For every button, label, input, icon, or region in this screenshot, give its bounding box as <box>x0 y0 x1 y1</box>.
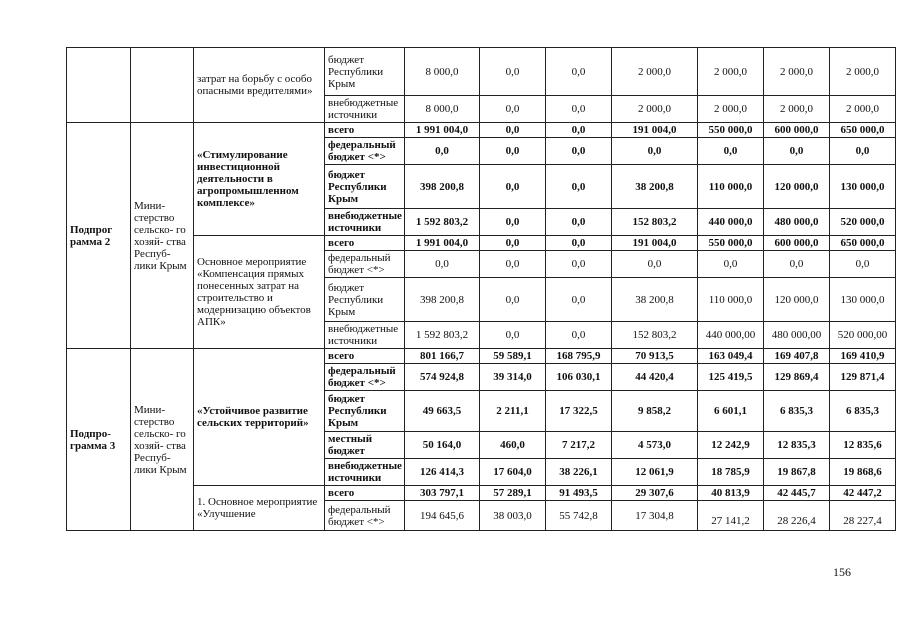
value-cell: 55 742,8 <box>546 501 612 531</box>
value-cell: 0,0 <box>546 236 612 251</box>
value-cell: 0,0 <box>764 138 830 165</box>
value-cell: 0,0 <box>480 322 546 349</box>
responsible-cell <box>131 48 194 123</box>
value-cell: 0,0 <box>546 278 612 322</box>
value-cell: 0,0 <box>480 138 546 165</box>
value-cell: 0,0 <box>480 251 546 278</box>
program-label-cell <box>67 48 131 123</box>
value-cell: 17 604,0 <box>480 459 546 486</box>
value-cell: 2 211,1 <box>480 391 546 432</box>
value-cell: 19 868,6 <box>830 459 896 486</box>
source-label: федеральный бюджет <*> <box>325 364 405 391</box>
value-cell: 1 991 004,0 <box>405 123 480 138</box>
value-cell: 520 000,0 <box>830 209 896 236</box>
source-label: местный бюджет <box>325 432 405 459</box>
value-cell: 0,0 <box>830 138 896 165</box>
source-label: внебюджетные источники <box>325 96 405 123</box>
value-cell: 0,0 <box>546 138 612 165</box>
source-label: бюджет Республики Крым <box>325 48 405 96</box>
value-cell: 17 322,5 <box>546 391 612 432</box>
value-cell: 0,0 <box>546 123 612 138</box>
value-cell: 801 166,7 <box>405 349 480 364</box>
value-cell: 0,0 <box>480 278 546 322</box>
value-cell: 0,0 <box>830 251 896 278</box>
value-cell: 0,0 <box>480 236 546 251</box>
value-cell: 12 242,9 <box>698 432 764 459</box>
value-cell: 57 289,1 <box>480 486 546 501</box>
value-cell: 110 000,0 <box>698 165 764 209</box>
value-cell: 398 200,8 <box>405 278 480 322</box>
value-cell: 59 589,1 <box>480 349 546 364</box>
source-label: внебюджетные источники <box>325 209 405 236</box>
value-cell: 106 030,1 <box>546 364 612 391</box>
source-label: бюджет Республики Крым <box>325 391 405 432</box>
value-cell: 6 835,3 <box>830 391 896 432</box>
value-cell: 18 785,9 <box>698 459 764 486</box>
responsible-org: Мини- стерство сельско- го хозяй- ства Респуб- лики Крым <box>131 349 194 531</box>
value-cell: 460,0 <box>480 432 546 459</box>
value-cell: 28 227,4 <box>830 501 896 531</box>
value-cell: 0,0 <box>546 209 612 236</box>
page-number: 156 <box>833 565 851 579</box>
value-cell: 163 049,4 <box>698 349 764 364</box>
value-cell: 12 061,9 <box>612 459 698 486</box>
value-cell: 130 000,0 <box>830 278 896 322</box>
value-cell: 1 991 004,0 <box>405 236 480 251</box>
value-cell: 130 000,0 <box>830 165 896 209</box>
value-cell: 2 000,0 <box>698 96 764 123</box>
value-cell: 17 304,8 <box>612 501 698 531</box>
value-cell: 50 164,0 <box>405 432 480 459</box>
value-cell: 4 573,0 <box>612 432 698 459</box>
value-cell: 2 000,0 <box>764 48 830 96</box>
value-cell: 0,0 <box>480 209 546 236</box>
value-cell: 0,0 <box>612 138 698 165</box>
value-cell: 2 000,0 <box>764 96 830 123</box>
value-cell: 120 000,0 <box>764 278 830 322</box>
value-cell: 120 000,0 <box>764 165 830 209</box>
value-cell: 0,0 <box>480 48 546 96</box>
value-cell: 169 407,8 <box>764 349 830 364</box>
budget-table-body <box>67 48 896 531</box>
value-cell: 38 200,8 <box>612 165 698 209</box>
value-cell: 49 663,5 <box>405 391 480 432</box>
source-label: всего <box>325 486 405 501</box>
table-row <box>67 48 896 96</box>
value-cell: 0,0 <box>480 96 546 123</box>
value-cell: 191 004,0 <box>612 123 698 138</box>
value-cell: 7 217,2 <box>546 432 612 459</box>
value-cell: 2 000,0 <box>612 48 698 96</box>
value-cell: 440 000,00 <box>698 322 764 349</box>
value-cell: 27 141,2 <box>698 501 764 531</box>
source-label: федеральный бюджет <*> <box>325 138 405 165</box>
value-cell: 125 419,5 <box>698 364 764 391</box>
value-cell: 0,0 <box>546 96 612 123</box>
program-label: Подпро- грамма 3 <box>67 349 131 531</box>
value-cell: 0,0 <box>480 165 546 209</box>
value-cell: 40 813,9 <box>698 486 764 501</box>
source-label: федеральный бюджет <*> <box>325 501 405 531</box>
value-cell: 12 835,6 <box>830 432 896 459</box>
value-cell: 574 924,8 <box>405 364 480 391</box>
value-cell: 28 226,4 <box>764 501 830 531</box>
value-cell: 129 871,4 <box>830 364 896 391</box>
budget-table <box>66 47 896 531</box>
value-cell: 2 000,0 <box>612 96 698 123</box>
source-label: бюджет Республики Крым <box>325 165 405 209</box>
value-cell: 0,0 <box>546 251 612 278</box>
value-cell: 0,0 <box>764 251 830 278</box>
value-cell: 480 000,00 <box>764 322 830 349</box>
value-cell: 0,0 <box>405 251 480 278</box>
measure-name: Основное мероприятие «Компенсация прямых понесенных затрат на строительство и модернизацию объектов АПК» <box>194 236 325 349</box>
value-cell: 19 867,8 <box>764 459 830 486</box>
value-cell: 39 314,0 <box>480 364 546 391</box>
value-cell: 0,0 <box>546 165 612 209</box>
value-cell: 6 601,1 <box>698 391 764 432</box>
value-cell: 152 803,2 <box>612 209 698 236</box>
value-cell: 0,0 <box>612 251 698 278</box>
value-cell: 191 004,0 <box>612 236 698 251</box>
source-label: всего <box>325 236 405 251</box>
value-cell: 110 000,0 <box>698 278 764 322</box>
value-cell: 1 592 803,2 <box>405 322 480 349</box>
value-cell: 152 803,2 <box>612 322 698 349</box>
value-cell: 600 000,0 <box>764 123 830 138</box>
value-cell: 70 913,5 <box>612 349 698 364</box>
measure-name: затрат на борьбу с особо опасными вредителями» <box>194 48 325 123</box>
value-cell: 126 414,3 <box>405 459 480 486</box>
measure-name: 1. Основное мероприятие «Улучшение <box>194 486 325 531</box>
responsible-org: Мини- стерство сельско- го хозяй- ства Респуб- лики Крым <box>131 123 194 349</box>
program-name: «Устойчивое развитие сельских территорий» <box>194 349 325 486</box>
table-row <box>67 349 896 364</box>
value-cell: 480 000,0 <box>764 209 830 236</box>
source-label: бюджет Республики Крым <box>325 278 405 322</box>
value-cell: 303 797,1 <box>405 486 480 501</box>
value-cell: 398 200,8 <box>405 165 480 209</box>
value-cell: 440 000,0 <box>698 209 764 236</box>
value-cell: 0,0 <box>480 123 546 138</box>
value-cell: 9 858,2 <box>612 391 698 432</box>
value-cell: 8 000,0 <box>405 48 480 96</box>
value-cell: 2 000,0 <box>698 48 764 96</box>
value-cell: 0,0 <box>546 322 612 349</box>
value-cell: 2 000,0 <box>830 96 896 123</box>
source-label: всего <box>325 123 405 138</box>
value-cell: 2 000,0 <box>830 48 896 96</box>
value-cell: 44 420,4 <box>612 364 698 391</box>
source-label: внебюджетные источники <box>325 459 405 486</box>
value-cell: 0,0 <box>698 138 764 165</box>
value-cell: 650 000,0 <box>830 236 896 251</box>
value-cell: 0,0 <box>698 251 764 278</box>
value-cell: 38 226,1 <box>546 459 612 486</box>
value-cell: 12 835,3 <box>764 432 830 459</box>
value-cell: 42 445,7 <box>764 486 830 501</box>
value-cell: 6 835,3 <box>764 391 830 432</box>
value-cell: 550 000,0 <box>698 236 764 251</box>
value-cell: 550 000,0 <box>698 123 764 138</box>
program-label: Подпрог рамма 2 <box>67 123 131 349</box>
value-cell: 0,0 <box>405 138 480 165</box>
value-cell: 8 000,0 <box>405 96 480 123</box>
value-cell: 520 000,00 <box>830 322 896 349</box>
value-cell: 650 000,0 <box>830 123 896 138</box>
source-label: федеральный бюджет <*> <box>325 251 405 278</box>
source-label: внебюджетные источники <box>325 322 405 349</box>
value-cell: 168 795,9 <box>546 349 612 364</box>
value-cell: 194 645,6 <box>405 501 480 531</box>
value-cell: 169 410,9 <box>830 349 896 364</box>
value-cell: 1 592 803,2 <box>405 209 480 236</box>
program-name: «Стимулирование инвестиционной деятельности в агропромышленном комплексе» <box>194 123 325 236</box>
value-cell: 42 447,2 <box>830 486 896 501</box>
source-label: всего <box>325 349 405 364</box>
value-cell: 38 200,8 <box>612 278 698 322</box>
value-cell: 38 003,0 <box>480 501 546 531</box>
value-cell: 129 869,4 <box>764 364 830 391</box>
value-cell: 600 000,0 <box>764 236 830 251</box>
table-row <box>67 123 896 138</box>
value-cell: 91 493,5 <box>546 486 612 501</box>
value-cell: 29 307,6 <box>612 486 698 501</box>
value-cell: 0,0 <box>546 48 612 96</box>
